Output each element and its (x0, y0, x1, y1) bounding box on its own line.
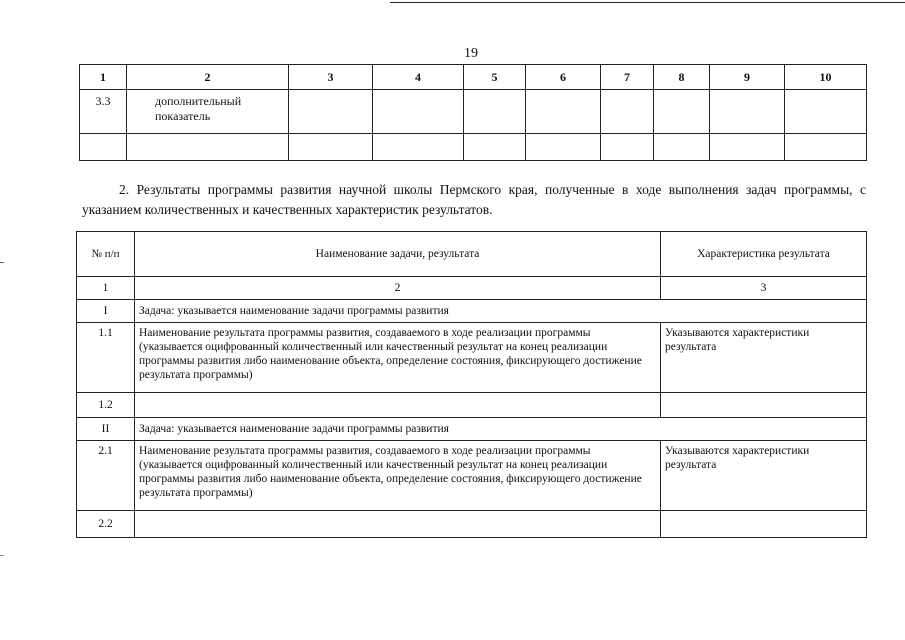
result-row (77, 441, 867, 511)
row-number: 3.3 (80, 90, 127, 134)
task-text: Задача: указывается наименование задачи программы развития (135, 300, 867, 323)
result-row (77, 511, 867, 538)
result-characteristic: Указываются характеристики результата (661, 441, 867, 511)
column-number: 1 (80, 65, 127, 90)
column-index: 1 (77, 277, 135, 300)
index-row (77, 277, 867, 300)
indicator-name: дополнительный показатель (127, 90, 289, 134)
row-number: 1.1 (77, 323, 135, 393)
results-table (76, 231, 867, 538)
table-row (80, 134, 867, 161)
indicators-table (79, 64, 867, 161)
result-row (77, 323, 867, 393)
column-index: 2 (135, 277, 661, 300)
row-number: I (77, 300, 135, 323)
top-rule (390, 2, 905, 3)
table-header-row (77, 232, 867, 277)
page-number: 19 (464, 46, 478, 61)
result-characteristic: Указываются характеристики результата (661, 323, 867, 393)
header-name: Наименование задачи, результата (135, 232, 661, 277)
row-number: II (77, 418, 135, 441)
task-row (77, 300, 867, 323)
row-number: 2.2 (77, 511, 135, 538)
column-number: 6 (526, 65, 601, 90)
table-row (80, 90, 867, 134)
task-row (77, 418, 867, 441)
row-number: 1.2 (77, 393, 135, 418)
column-number: 7 (601, 65, 654, 90)
result-row (77, 393, 867, 418)
scan-edge-mark (0, 262, 4, 263)
result-text: Наименование результата программы развития, создаваемого в ходе реализации программы (указывается оцифрованный количественный или качественный результат на конец реализации программы развития либо наименование объекта, определение состояния, фиксирующего достижение результата программы) (135, 323, 661, 393)
column-number: 2 (127, 65, 289, 90)
column-number: 3 (289, 65, 373, 90)
table-header-row (80, 65, 867, 90)
section-paragraph: 2. Результаты программы развития научной школы Пермского края, полученные в ходе выполнения задач программы, с указанием количественных и качественных характеристик результатов. (82, 182, 866, 217)
result-text: Наименование результата программы развития, создаваемого в ходе реализации программы (указывается оцифрованный количественный или качественный результат на конец реализации программы развития либо наименование объекта, определение состояния, фиксирующего достижение результата программы) (135, 441, 661, 511)
column-number: 5 (464, 65, 526, 90)
column-number: 9 (710, 65, 785, 90)
header-number: № п/п (77, 232, 135, 277)
column-number: 4 (373, 65, 464, 90)
task-text: Задача: указывается наименование задачи программы развития (135, 418, 867, 441)
column-number: 8 (654, 65, 710, 90)
row-number: 2.1 (77, 441, 135, 511)
column-number: 10 (785, 65, 867, 90)
scan-edge-mark (0, 555, 4, 556)
column-index: 3 (661, 277, 867, 300)
header-characteristic: Характеристика результата (661, 232, 867, 277)
